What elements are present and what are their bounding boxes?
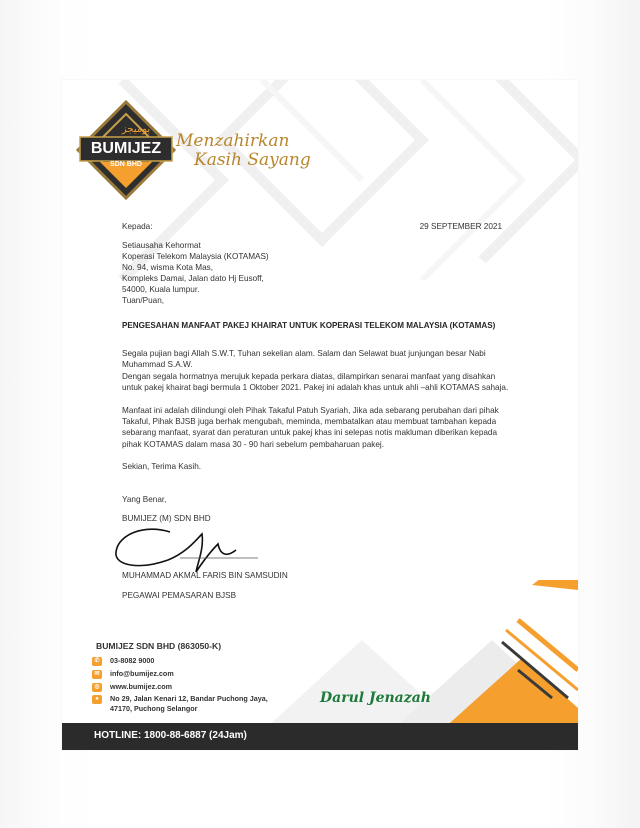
footer-address-line2: 47170, Puchong Selangor [110,704,198,713]
signer-title: PEGAWAI PEMASARAN BJSB [122,591,237,600]
paragraph-terms: Manfaat ini adalah dilindungi oleh Pihak Takaful Patuh Syariah, Jika ada sebarang perubahan dari pihak Takaful, Pihak BJSB juga berhak mengubah, meminda, membatalkan atau membuat tambahan kepada sebarang manfaat, syarat dan peraturan untuk pakej khas ini selepas notis makluman diberikan kepada pihak KOTAMAS dalam masa 30 - 90 hari sebelum pembaharuan pakej. [122,406,499,449]
footer-phone [92,656,154,666]
salutation: Tuan/Puan, [122,296,165,305]
footer-website [92,682,172,692]
address-line: 54000, Kuala lumpur. [122,285,200,294]
letter-date: 29 SEPTEMBER 2021 [419,222,502,231]
paragraph-greeting: Segala pujian bagi Allah S.W.T, Tuhan sekelian alam. Salam dan Selawat buat junjungan besar Nabi Muhammad S.A.W. [122,349,486,370]
footer-email [92,669,174,679]
address-line1: No 29, Jalan Kenari 12, Bandar Puchong Jaya, [110,694,268,703]
to-label: Kepada: [122,222,153,231]
paragraph-reference: Dengan segala hormatnya merujuk kepada perkara diatas, dilampirkan senarai manfaat yang disahkan untuk pakej khairat bagi bermula 1 Oktober 2021. Pakej ini adalah khas untuk ahli –ahli KOTAMAS sahaja. [122,372,509,393]
email-icon: ✉ [92,670,102,679]
closing: Sekian, Terima Kasih. [122,462,202,471]
company-signature: BUMIJEZ (M) SDN BHD [122,514,211,523]
address-line: Setiausaha Kehormat [122,241,201,250]
slogan-line2: Kasih Sayang [194,150,311,170]
letterhead-page [62,80,578,750]
location-pin-icon: ● [92,695,102,704]
address-line: Koperasi Telekom Malaysia (KOTAMAS) [122,252,269,261]
slogan-line1: Menzahirkan [176,131,290,151]
footer-company: BUMIJEZ SDN BHD (863050-K) [96,641,222,651]
email-text: info@bumijez.com [110,669,174,678]
phone-icon: ✆ [92,657,102,666]
website-text: www.bumijez.com [110,682,173,691]
letter-subject: PENGESAHAN MANFAAT PAKEJ KHAIRAT UNTUK KOPERASI TELEKOM MALAYSIA (KOTAMAS) [122,321,496,330]
darul-jenazah-logo: Darul Jenazah [320,690,431,706]
hotline-text: HOTLINE: 1800-88-6887 (24Jam) [94,730,247,741]
address-line: Kompleks Damai, Jalan dato Hj Eusoff, [122,274,264,283]
globe-icon: ◎ [92,683,102,692]
logo-sub: SDN BHD [110,161,142,168]
footer-address [92,694,268,704]
logo-arabic: بوميجز [121,124,151,135]
regards: Yang Benar, [122,495,167,504]
bumijez-logo [76,100,176,200]
slogan [176,132,311,170]
signer-name: MUHAMMAD AKMAL FARIS BIN SAMSUDIN [122,571,288,580]
address-line: No. 94, wisma Kota Mas, [122,263,214,272]
logo-text: BUMIJEZ [90,140,162,157]
phone-text: 03-8082 9000 [110,656,155,665]
